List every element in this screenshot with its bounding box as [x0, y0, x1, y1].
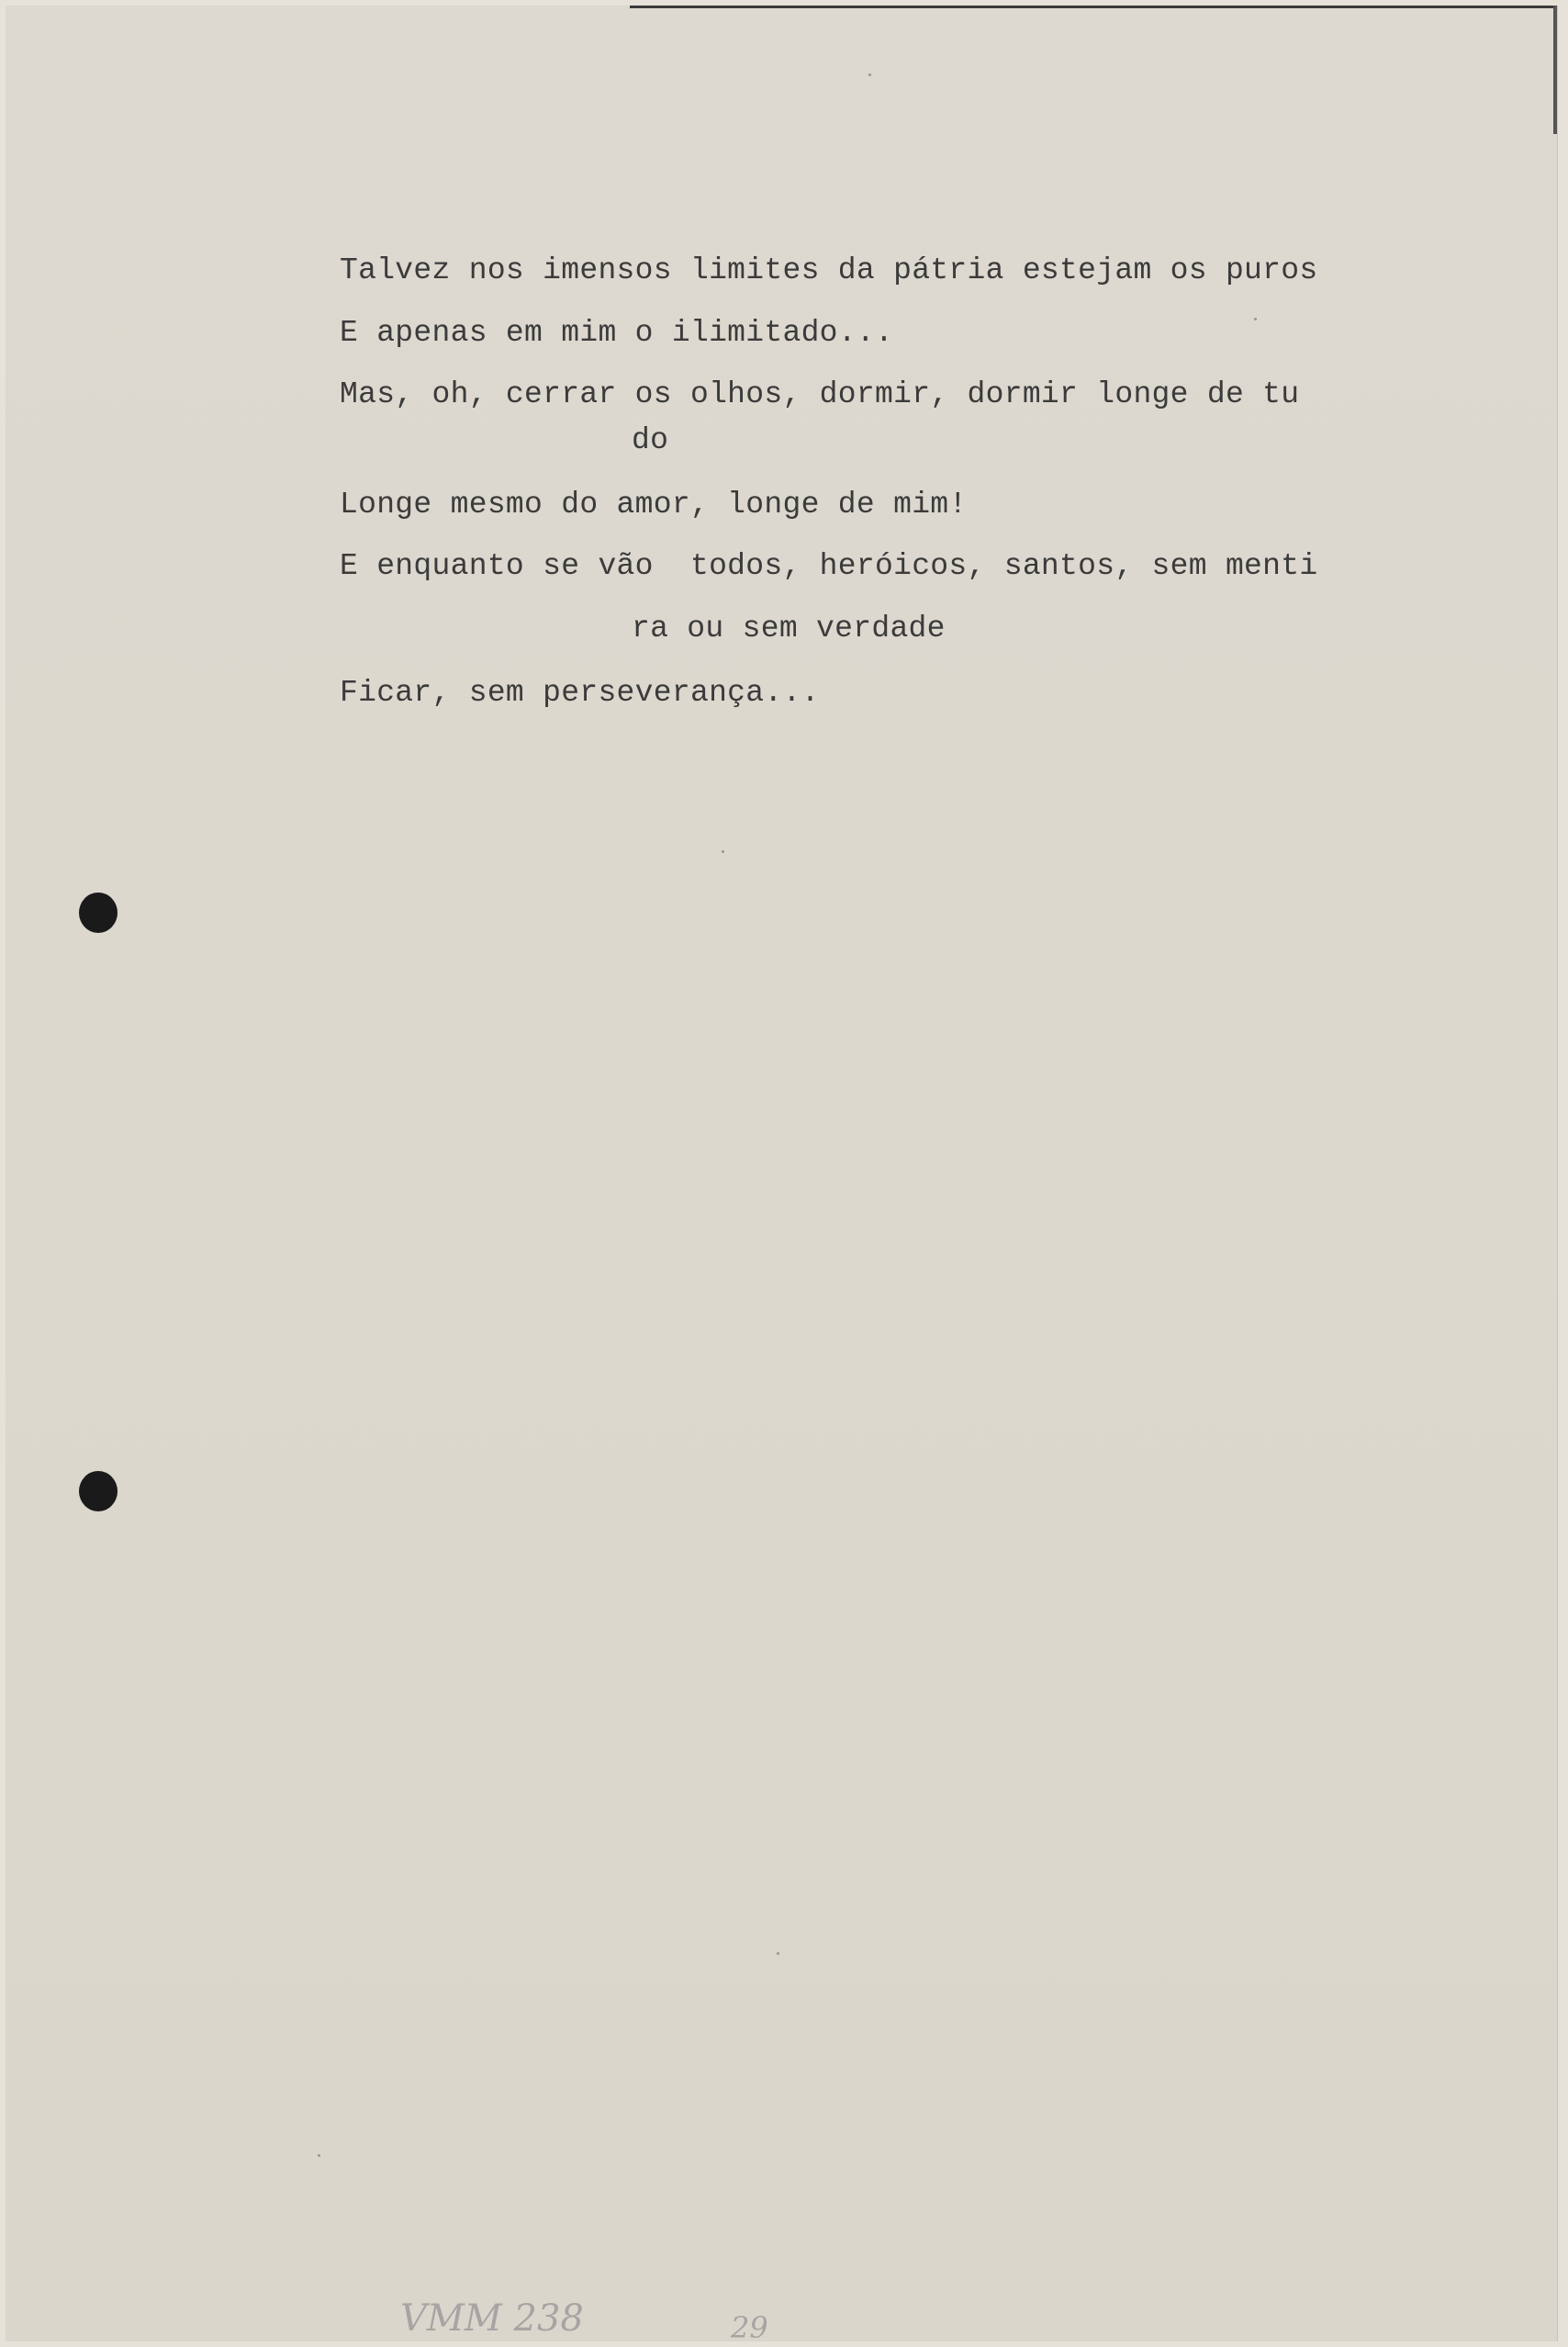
paper-right-shadow: [1553, 6, 1557, 134]
paper-speck: [722, 850, 724, 853]
poem-line: Talvez nos imensos limites da pátria estejam os puros: [340, 253, 1318, 287]
poem-line: E enquanto se vão todos, heróicos, santos, sem menti: [340, 549, 1318, 583]
paper-speck: [318, 2154, 320, 2157]
paper-speck: [777, 1952, 779, 1955]
typewritten-page: [6, 6, 1558, 2341]
archive-code-annotation: VMM 238: [400, 2297, 584, 2340]
punch-hole: [79, 893, 118, 933]
poem-line-continuation: do: [632, 423, 669, 457]
paper-speck: [1254, 318, 1257, 320]
page-number-annotation: 29: [731, 2310, 768, 2341]
paper-top-shadow: [630, 6, 1557, 8]
punch-hole: [79, 1471, 118, 1511]
paper-speck: [868, 73, 871, 76]
poem-line: Longe mesmo do amor, longe de mim!: [340, 488, 968, 522]
poem-line-continuation: ra ou sem verdade: [632, 612, 946, 646]
poem-line: E apenas em mim o ilimitado...: [340, 316, 894, 350]
poem-line: Ficar, sem perseverança...: [340, 676, 820, 710]
poem-line: Mas, oh, cerrar os olhos, dormir, dormir longe de tu: [340, 377, 1300, 411]
